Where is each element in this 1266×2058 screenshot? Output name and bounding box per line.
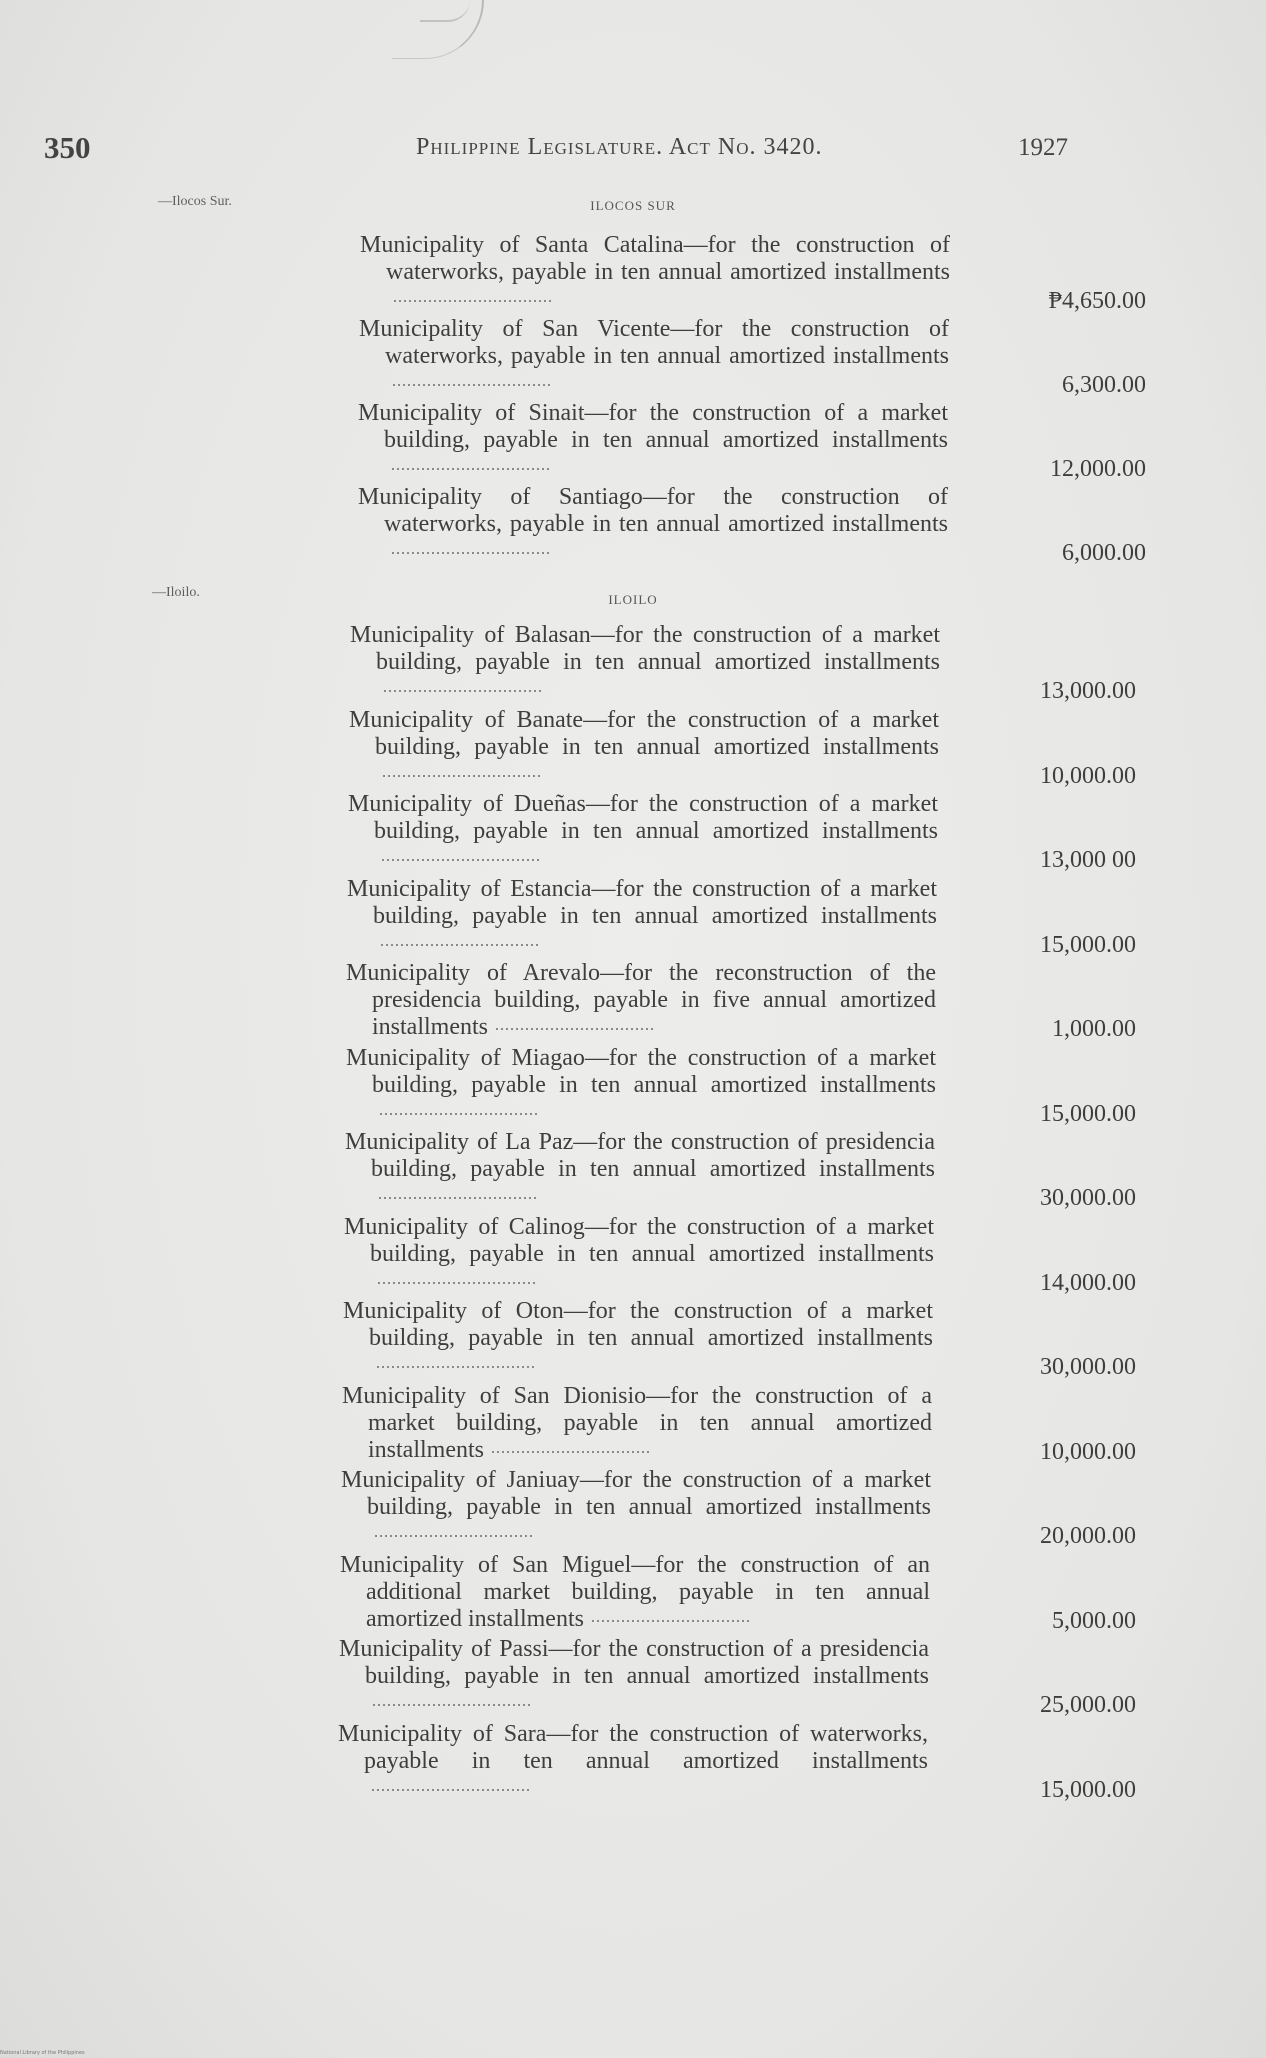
entry-description: Municipality of Balasan—for the construction of a market building, payable in ten annual amortized installments (350, 622, 940, 703)
appropriation-entry (346, 1045, 1136, 1135)
section-heading-iloilo: ILOILO (608, 592, 658, 607)
entry-amount: 13,000.00 (1040, 678, 1136, 704)
margin-note-iloilo: —Iloilo. (152, 585, 200, 600)
leader-dots (380, 1113, 540, 1115)
appropriation-entry (358, 484, 1146, 574)
entry-amount: 15,000.00 (1040, 1100, 1136, 1127)
leader-dots (379, 1197, 539, 1199)
leader-dots (592, 1620, 752, 1622)
entry-amount: 15,000.00 (1040, 931, 1136, 958)
leader-dots (375, 1535, 535, 1537)
leader-dots (373, 1704, 533, 1706)
appropriation-entry (360, 232, 1146, 322)
entry-description: Municipality of Calinog—for the construction of a market building, payable in ten annual amortized installments (344, 1214, 934, 1295)
appropriation-entry (343, 1298, 1136, 1388)
leader-dots (394, 300, 554, 302)
leader-dots (392, 552, 552, 554)
entry-amount: 20,000.00 (1040, 1523, 1136, 1549)
entry-description: Municipality of Janiuay—for the construction of a market building, payable in ten annual amortized installments (341, 1467, 931, 1548)
margin-note-ilocos-sur: —Ilocos Sur. (158, 194, 232, 209)
section-heading-ilocos-sur: ILOCOS SUR (590, 198, 676, 213)
leader-dots (381, 944, 541, 946)
page-number: 350 (44, 130, 91, 165)
appropriation-entry (340, 1552, 1136, 1642)
appropriation-entry (338, 1721, 1136, 1811)
appropriation-entry (347, 876, 1136, 966)
entry-amount: 6,000.00 (1062, 540, 1146, 566)
leader-dots (372, 1789, 532, 1791)
entry-description: Municipality of Santa Catalina—for the construction of waterworks, payable in ten annual amortized installments (360, 232, 950, 313)
appropriation-entry (359, 316, 1146, 406)
appropriation-entry (341, 1467, 1136, 1557)
entry-amount: 30,000.00 (1040, 1354, 1136, 1380)
entry-amount: 15,000.00 (1040, 1776, 1136, 1803)
entry-description: Municipality of Sara—for the construction of waterworks, payable in ten annual amortized installments (338, 1721, 928, 1802)
leader-dots (393, 384, 553, 386)
leader-dots (496, 1028, 656, 1030)
entry-description: Municipality of Dueñas—for the construction of a market building, payable in ten annual amortized installments (348, 791, 938, 872)
leader-dots (382, 859, 542, 861)
entry-amount: ₱4,650.00 (1048, 288, 1146, 314)
entry-amount: 25,000.00 (1040, 1692, 1136, 1718)
appropriation-entry (342, 1383, 1136, 1473)
appropriation-entry (350, 622, 1136, 712)
entry-amount: 30,000.00 (1040, 1185, 1136, 1211)
year: 1927 (1018, 134, 1068, 161)
entry-description: Municipality of Sinait—for the construction of a market building, payable in ten annual amortized installments (358, 400, 948, 481)
entry-description: Municipality of San Dionisio—for the construction of a market building, payable in ten annual amortized installments (342, 1382, 932, 1463)
entry-description: Municipality of Passi—for the construction of a presidencia building, payable in ten annual amortized installments (339, 1636, 929, 1717)
entry-description: Municipality of Miagao—for the construction of a market building, payable in ten annual amortized installments (346, 1045, 936, 1126)
entry-description: Municipality of La Paz—for the construction of presidencia building, payable in ten annual amortized installments (345, 1129, 935, 1210)
leader-dots (383, 775, 543, 777)
leader-dots (377, 1366, 537, 1368)
entry-amount: 6,300.00 (1062, 372, 1146, 398)
running-title: Philippine Legislature. Act No. 3420. (416, 134, 823, 160)
entry-description: Municipality of San Miguel—for the construction of an additional market building, payable in ten annual amortized installments (340, 1551, 930, 1632)
appropriation-entry (339, 1636, 1136, 1726)
entry-amount: 1,000.00 (1052, 1016, 1136, 1042)
appropriation-entry (344, 1214, 1136, 1304)
page-header (0, 130, 1266, 170)
entry-amount: 14,000.00 (1040, 1269, 1136, 1296)
entry-description: Municipality of San Vicente—for the construction of waterworks, payable in ten annual amortized installments (359, 316, 949, 397)
entry-amount: 10,000.00 (1040, 1438, 1136, 1465)
entry-description: Municipality of Estancia—for the construction of a market building, payable in ten annual amortized installments (347, 876, 937, 957)
entry-description: Municipality of Arevalo—for the reconstruction of the presidencia building, payable in five annual amortized installments (346, 960, 936, 1040)
entry-amount: 10,000.00 (1040, 762, 1136, 789)
appropriation-entry (358, 400, 1146, 490)
appropriation-entry (348, 791, 1136, 881)
entry-amount: 5,000.00 (1052, 1607, 1136, 1634)
entry-description: Municipality of Oton—for the construction of a market building, payable in ten annual amortized installments (343, 1298, 933, 1379)
entry-description: Municipality of Santiago—for the construction of waterworks, payable in ten annual amortized installments (358, 484, 948, 565)
leader-dots (384, 690, 544, 692)
leader-dots (378, 1282, 538, 1284)
entry-description: Municipality of Banate—for the construction of a market building, payable in ten annual amortized installments (349, 707, 939, 788)
footer-credit: National Library of the Philippines (0, 2050, 85, 2056)
appropriation-entry (346, 960, 1136, 1050)
leader-dots (492, 1451, 652, 1453)
entry-amount: 12,000.00 (1050, 456, 1146, 482)
leader-dots (392, 468, 552, 470)
entry-amount: 13,000 00 (1040, 847, 1136, 873)
appropriation-entry (349, 707, 1136, 797)
appropriation-entry (345, 1129, 1136, 1219)
